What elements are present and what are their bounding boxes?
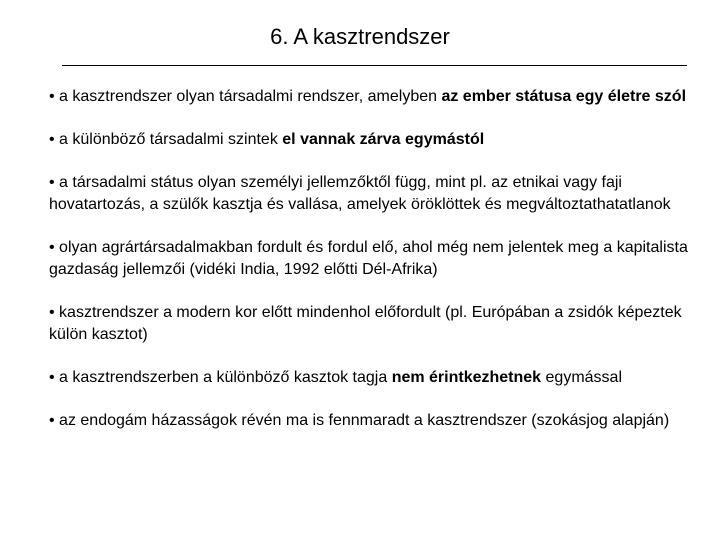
bullet-item [49, 302, 699, 346]
bullet-list [49, 86, 699, 453]
bullet-item [49, 172, 699, 216]
bullet-text: • az endogám házasságok révén ma is fennmaradt a kasztrendszer (szokásjog alapján) [49, 412, 670, 429]
bullet-text: • a kasztrendszer olyan társadalmi rendszer, amelyben [49, 88, 442, 105]
bullet-emphasis: nem érintkezhetnek [391, 369, 542, 386]
bullet-text: • a különböző társadalmi szintek [49, 131, 283, 148]
bullet-emphasis: az ember státusa egy életre szól [441, 88, 687, 105]
bullet-text: • olyan agrártársadalmakban fordult és fordul elő, ahol még nem jelentek meg a kapitalista gazdaság jellemzői (vidéki India, 1992 előtti Dél-Afrika) [49, 239, 688, 278]
bullet-text: • kasztrendszer a modern kor előtt mindenhol előfordult (pl. Európában a zsidók képeztek külön kasztot) [49, 304, 682, 343]
bullet-item [49, 86, 699, 108]
bullet-item [49, 237, 699, 281]
bullet-item [49, 410, 699, 432]
bullet-item [49, 129, 699, 151]
bullet-emphasis: el vannak zárva egymástól [282, 131, 485, 148]
bullet-text-after: egymással [541, 369, 622, 386]
title-divider [62, 65, 687, 66]
bullet-text: • a kasztrendszerben a különböző kasztok tagja [49, 369, 392, 386]
slide-title: 6. A kasztrendszer [270, 24, 450, 49]
bullet-item [49, 367, 699, 389]
bullet-text: • a társadalmi státus olyan személyi jellemzőktől függ, mint pl. az etnikai vagy faji hovatartozás, a szülők kasztja és vallása, amelyek öröklöttek és megváltoztathatatlanok [49, 174, 671, 213]
